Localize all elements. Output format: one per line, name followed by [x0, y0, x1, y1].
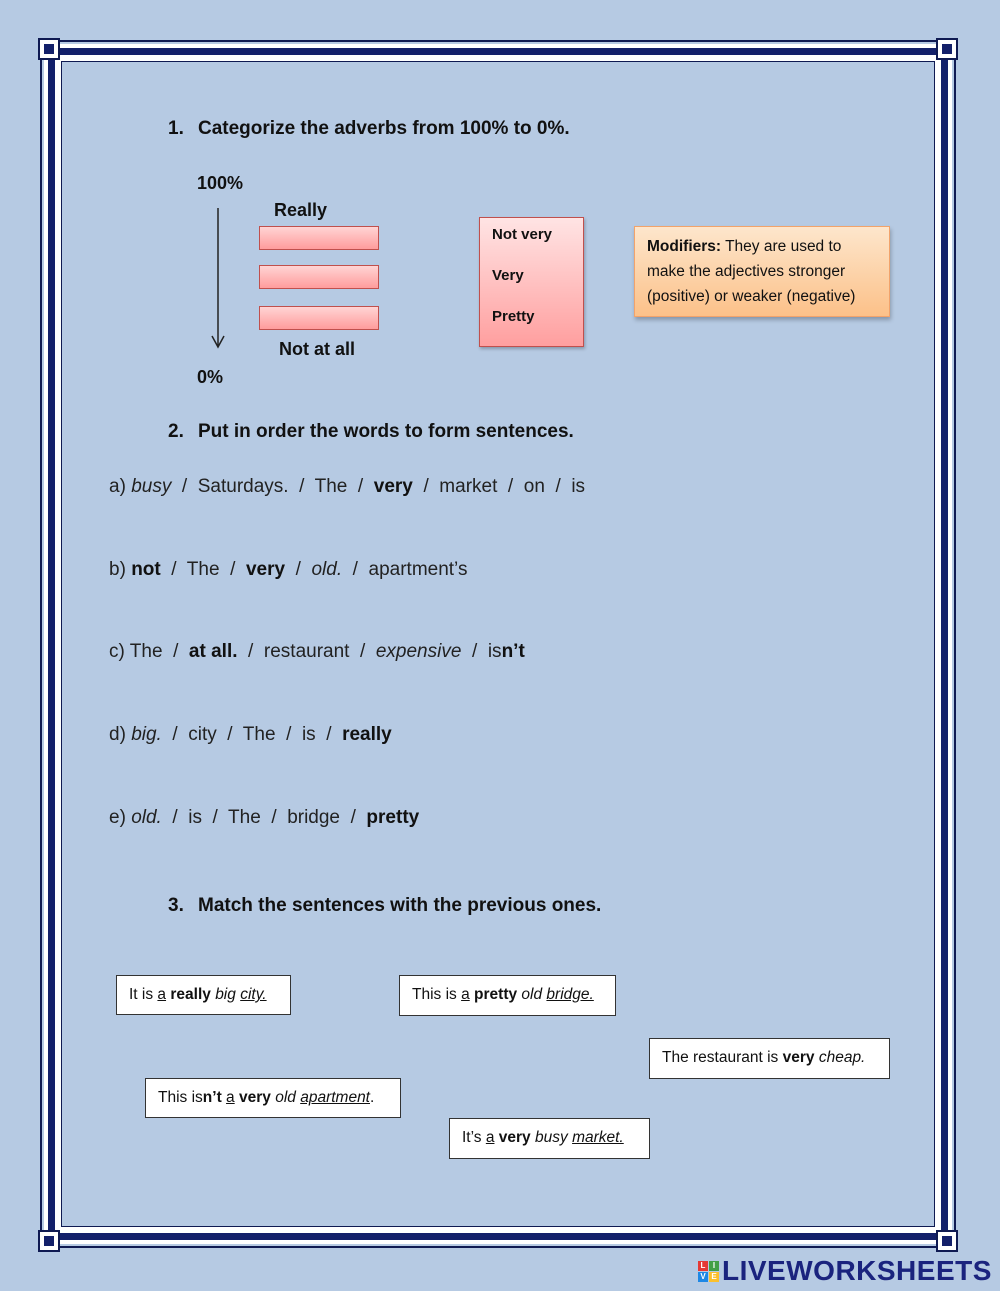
sentence-d [109, 724, 392, 746]
word-separator: / [160, 559, 187, 580]
word-separator: / [285, 559, 312, 580]
match-text-part: cheap. [818, 1049, 866, 1066]
match-text-part: This is [412, 986, 462, 1003]
section2-heading [168, 421, 574, 443]
scrambled-word: busy [131, 476, 172, 497]
word-separator: / [288, 476, 315, 497]
word-separator: / [349, 641, 376, 662]
scrambled-word: very [373, 476, 413, 497]
scrambled-word: very [245, 559, 286, 580]
match-text-part: very [238, 1089, 271, 1106]
match-text-part: a [461, 986, 470, 1003]
match-box-4[interactable] [145, 1078, 401, 1118]
match-text-part: bridge. [546, 986, 594, 1003]
scrambled-word: The [242, 724, 276, 745]
word-separator: / [461, 641, 488, 662]
scrambled-word: pretty [366, 807, 420, 828]
scrambled-word: expensive [375, 641, 462, 662]
match-text-part: old [521, 986, 543, 1003]
match-text-part: city. [240, 986, 267, 1003]
section2-heading-text: Put in order the words to form sentences. [198, 421, 574, 442]
modifiers-note [634, 226, 890, 317]
match-text-part: big [215, 986, 236, 1003]
match-text-part: n’t [202, 1089, 222, 1106]
match-text-part: really [170, 986, 211, 1003]
frame-corner-top-left [38, 38, 60, 60]
match-text-part: old [275, 1089, 296, 1106]
match-box-5[interactable] [449, 1118, 650, 1159]
sentence-letter: b) [109, 559, 132, 580]
section3-heading [168, 895, 601, 917]
match-box-2[interactable] [399, 975, 616, 1016]
match-text-part: market. [572, 1129, 624, 1146]
word-separator: / [544, 476, 572, 497]
match-text-part: It is [129, 986, 158, 1003]
word-separator: / [497, 476, 524, 497]
section1-heading-text: Categorize the adverbs from 100% to 0%. [198, 118, 570, 139]
sentence-letter: a) [109, 476, 132, 497]
word-separator: / [162, 641, 189, 662]
match-box-3[interactable] [649, 1038, 890, 1079]
word-bank [479, 217, 584, 347]
scrambled-word: market [439, 476, 498, 497]
scrambled-word: is [301, 724, 316, 745]
scrambled-word: big. [131, 724, 162, 745]
word-separator: / [315, 724, 343, 745]
logo-tile-letter: L [698, 1261, 708, 1271]
scrambled-word: not [131, 559, 161, 580]
word-separator: / [237, 641, 264, 662]
note-title: Modifiers: [647, 238, 722, 255]
scale-bottom-label: 0% [197, 367, 224, 387]
match-text-part: pretty [474, 986, 518, 1003]
sentence-letter: e) [109, 807, 132, 828]
scrambled-word: bridge [287, 807, 341, 828]
frame-corner-bottom-left [38, 1230, 60, 1252]
word-separator: / [161, 807, 189, 828]
match-text-part: a [226, 1089, 235, 1106]
scrambled-word: is [188, 807, 202, 828]
note-text: They are used to make the adjectives stronger (positive) or weaker (negative) [647, 238, 856, 305]
bottom-word-not-at-all: Not at all [279, 339, 356, 359]
sentence-c [109, 641, 525, 663]
logo-tile-letter: E [709, 1272, 719, 1282]
word-separator: / [412, 476, 440, 497]
liveworksheets-logo [698, 1256, 992, 1286]
word-separator: / [342, 559, 369, 580]
word-separator: / [171, 476, 198, 497]
sentence-letter: c) [109, 641, 130, 662]
word-bank-item[interactable]: Pretty [492, 308, 535, 325]
sentence-letter: d) [109, 724, 132, 745]
section3-heading-text: Match the sentences with the previous ones. [198, 895, 602, 916]
word-separator: / [201, 807, 229, 828]
match-text-part: a [485, 1129, 495, 1146]
scrambled-word: really [342, 724, 392, 745]
match-text-part: This is [158, 1089, 203, 1106]
answer-slot-1[interactable] [259, 226, 379, 250]
match-text-part: very [498, 1129, 531, 1146]
scrambled-word: on [523, 476, 545, 497]
scrambled-word: The [228, 807, 261, 828]
word-separator: / [219, 559, 246, 580]
sentence-e [109, 807, 419, 829]
sentence-a [109, 476, 585, 498]
answer-slot-2[interactable] [259, 265, 379, 289]
word-bank-item[interactable]: Not very [492, 226, 553, 243]
section1-number: 1. [168, 118, 184, 139]
section3-number: 3. [168, 895, 184, 916]
scrambled-word: Saturdays. [197, 476, 289, 497]
word-separator: / [275, 724, 302, 745]
scrambled-word: old. [131, 807, 162, 828]
scrambled-word: isn’t [487, 641, 525, 662]
scrambled-word: at all. [188, 641, 238, 662]
logo-tiles-icon [698, 1261, 719, 1282]
word-separator: / [260, 807, 288, 828]
frame-corner-bottom-right [936, 1230, 958, 1252]
scrambled-word: is [571, 476, 586, 497]
sentence-b [109, 559, 467, 581]
scrambled-word: The [129, 641, 163, 662]
match-text-part: The restaurant is [662, 1049, 783, 1066]
scrambled-word: old. [311, 559, 343, 580]
section1-heading [168, 118, 570, 140]
logo-tile-letter: I [709, 1261, 719, 1271]
logo-text: LIVEWORKSHEETS [722, 1255, 992, 1286]
match-text-part: It’s [462, 1129, 486, 1146]
word-separator: / [216, 724, 243, 745]
frame-corner-top-right [936, 38, 958, 60]
scrambled-word: The [314, 476, 348, 497]
answer-slot-3[interactable] [259, 306, 379, 330]
scrambled-word: restaurant [263, 641, 350, 662]
top-word-really: Really [274, 200, 328, 220]
scale-arrow-icon [208, 206, 228, 351]
match-text-part: a [157, 986, 167, 1003]
word-separator: / [161, 724, 189, 745]
match-box-1[interactable] [116, 975, 291, 1015]
match-text-part: busy [535, 1129, 568, 1146]
section2-number: 2. [168, 421, 184, 442]
logo-tile-letter: V [698, 1272, 708, 1282]
word-separator: / [340, 807, 367, 828]
word-bank-item[interactable]: Very [492, 267, 524, 284]
scale-top-label: 100% [197, 173, 244, 193]
scrambled-word: apartment’s [368, 559, 468, 580]
scrambled-word: The [186, 559, 220, 580]
match-text-part: apartment [300, 1089, 370, 1106]
match-text-part: very [782, 1049, 815, 1066]
word-separator: / [347, 476, 374, 497]
scrambled-word: city [188, 724, 217, 745]
match-text-part: . [370, 1089, 375, 1106]
